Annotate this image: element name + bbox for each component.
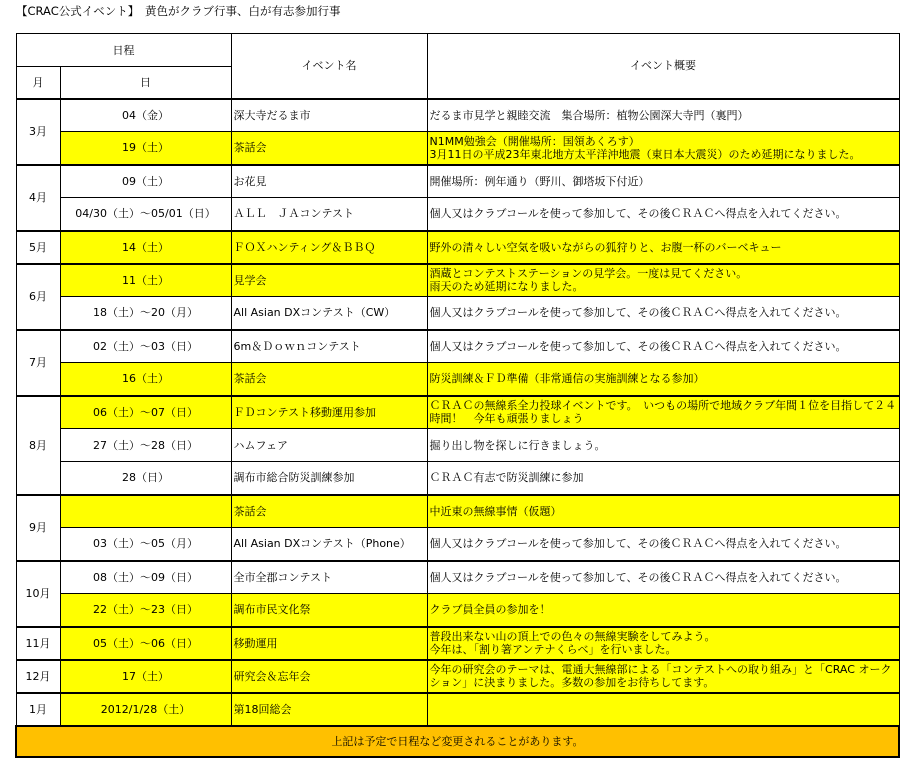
event-row [16, 165, 899, 198]
month-cell: 10月 [16, 561, 60, 627]
event-summary: 防災訓練＆ＦＤ準備（非常通信の実施訓練となる参加） [427, 363, 899, 396]
event-row [16, 561, 899, 594]
event-row [16, 660, 899, 693]
schedule-body [16, 99, 899, 726]
event-name: 調布市民文化祭 [231, 594, 427, 627]
header-summary: イベント概要 [427, 34, 899, 99]
month-cell: 1月 [16, 693, 60, 726]
event-date: 04（金） [60, 99, 231, 132]
event-summary: 中近東の無線事情（仮題） [427, 495, 899, 528]
event-date: 06（土）～07（日） [60, 396, 231, 429]
event-date: 03（土）～05（月） [60, 528, 231, 561]
event-name: All Asian DXコンテスト（CW） [231, 297, 427, 330]
event-name: お花見 [231, 165, 427, 198]
event-row [16, 198, 899, 231]
event-summary: 開催場所：例年通り（野川、御塔坂下付近） [427, 165, 899, 198]
event-date: 11（土） [60, 264, 231, 297]
header-day: 日 [60, 67, 231, 99]
event-summary: 掘り出し物を探しに行きましょう。 [427, 429, 899, 462]
event-summary: 酒蔵とコンテストステーションの見学会。一度は見てください。 雨天のため延期になりました。 [427, 264, 899, 297]
event-date: 28（日） [60, 462, 231, 495]
month-cell: 6月 [16, 264, 60, 330]
event-summary: だるま市見学と親睦交流 集合場所：植物公園深大寺門（裏門） [427, 99, 899, 132]
event-row [16, 462, 899, 495]
event-date: 09（土） [60, 165, 231, 198]
event-date: 04/30（土）～05/01（日） [60, 198, 231, 231]
event-date: 22（土）～23（日） [60, 594, 231, 627]
event-date: 18（土）～20（月） [60, 297, 231, 330]
event-summary: 今年の研究会のテーマは、電通大無線部による「コンテストへの取り組み」と「CRAC オークション」に決まりました。多数の参加をお待ちしてます。 [427, 660, 899, 693]
event-name: 茶話会 [231, 363, 427, 396]
event-name: 深大寺だるま市 [231, 99, 427, 132]
event-date: 16（土） [60, 363, 231, 396]
event-row [16, 627, 899, 660]
event-name: 全市全郡コンテスト [231, 561, 427, 594]
event-name: ハムフェア [231, 429, 427, 462]
month-cell: 5月 [16, 231, 60, 264]
event-date: 17（土） [60, 660, 231, 693]
event-summary: 個人又はクラブコールを使って参加して、その後ＣＲＡＣへ得点を入れてください。 [427, 198, 899, 231]
event-summary: 普段出来ない山の頂上での色々の無線実験をしてみよう。 今年は、「割り箸アンテナくらべ」を行いました。 [427, 627, 899, 660]
event-date: 2012/1/28（土） [60, 693, 231, 726]
event-summary: 個人又はクラブコールを使って参加して、その後ＣＲＡＣへ得点を入れてください。 [427, 297, 899, 330]
event-name: ＦＤコンテスト移動運用参加 [231, 396, 427, 429]
event-date [60, 495, 231, 528]
event-row [16, 363, 899, 396]
event-summary: 個人又はクラブコールを使って参加して、その後ＣＲＡＣへ得点を入れてください。 [427, 528, 899, 561]
event-name: 移動運用 [231, 627, 427, 660]
month-cell: 12月 [16, 660, 60, 693]
event-row [16, 594, 899, 627]
event-name: 茶話会 [231, 495, 427, 528]
event-row [16, 264, 899, 297]
event-date: 08（土）～09（日） [60, 561, 231, 594]
event-date: 27（土）～28（日） [60, 429, 231, 462]
event-name: 6m＆Ｄｏｗｎコンテスト [231, 330, 427, 363]
event-summary [427, 693, 899, 726]
header-month: 月 [16, 67, 60, 99]
event-row [16, 528, 899, 561]
schedule-change-note: 上記は予定で日程など変更されることがあります。 [16, 726, 899, 757]
month-cell: 3月 [16, 99, 60, 165]
event-summary: 野外の清々しい空気を吸いながらの狐狩りと、お腹一杯のバーベキュー [427, 231, 899, 264]
month-cell: 7月 [16, 330, 60, 396]
event-row [16, 693, 899, 726]
event-name: All Asian DXコンテスト（Phone） [231, 528, 427, 561]
event-summary: 個人又はクラブコールを使って参加して、その後ＣＲＡＣへ得点を入れてください。 [427, 330, 899, 363]
event-summary: ＣＲＡＣ有志で防災訓練に参加 [427, 462, 899, 495]
event-summary: N1MM勉強会（開催場所：国領あくろす） 3月11日の平成23年東北地方太平洋沖地震（東日本大震災）のため延期になりました。 [427, 132, 899, 165]
event-date: 19（土） [60, 132, 231, 165]
event-name: 第18回総会 [231, 693, 427, 726]
event-row [16, 99, 899, 132]
event-name: 茶話会 [231, 132, 427, 165]
event-name: ＡＬＬ ＪＡコンテスト [231, 198, 427, 231]
event-row [16, 132, 899, 165]
event-row [16, 330, 899, 363]
event-summary: 個人又はクラブコールを使って参加して、その後ＣＲＡＣへ得点を入れてください。 [427, 561, 899, 594]
event-schedule-table [15, 33, 900, 758]
header-event-name: イベント名 [231, 34, 427, 99]
event-row [16, 495, 899, 528]
event-row [16, 297, 899, 330]
month-cell: 9月 [16, 495, 60, 561]
page-heading: 【CRAC公式イベント】 黄色がクラブ行事、白が有志参加行事 [16, 4, 341, 18]
event-date: 02（土）～03（日） [60, 330, 231, 363]
event-summary: ＣＲＡＣの無線系全力投球イベントです。 いつもの場所で地域クラブ年間１位を目指して２４時間！ 今年も頑張りましょう [427, 396, 899, 429]
event-row [16, 429, 899, 462]
header-schedule: 日程 [16, 34, 231, 67]
month-cell: 4月 [16, 165, 60, 231]
event-date: 14（土） [60, 231, 231, 264]
month-cell: 11月 [16, 627, 60, 660]
event-name: 調布市総合防災訓練参加 [231, 462, 427, 495]
event-name: ＦＯＸハンティング＆ＢＢＱ [231, 231, 427, 264]
event-name: 研究会＆忘年会 [231, 660, 427, 693]
event-date: 05（土）～06（日） [60, 627, 231, 660]
month-cell: 8月 [16, 396, 60, 495]
event-name: 見学会 [231, 264, 427, 297]
event-row [16, 396, 899, 429]
event-row [16, 231, 899, 264]
event-summary: クラブ員全員の参加を！ [427, 594, 899, 627]
